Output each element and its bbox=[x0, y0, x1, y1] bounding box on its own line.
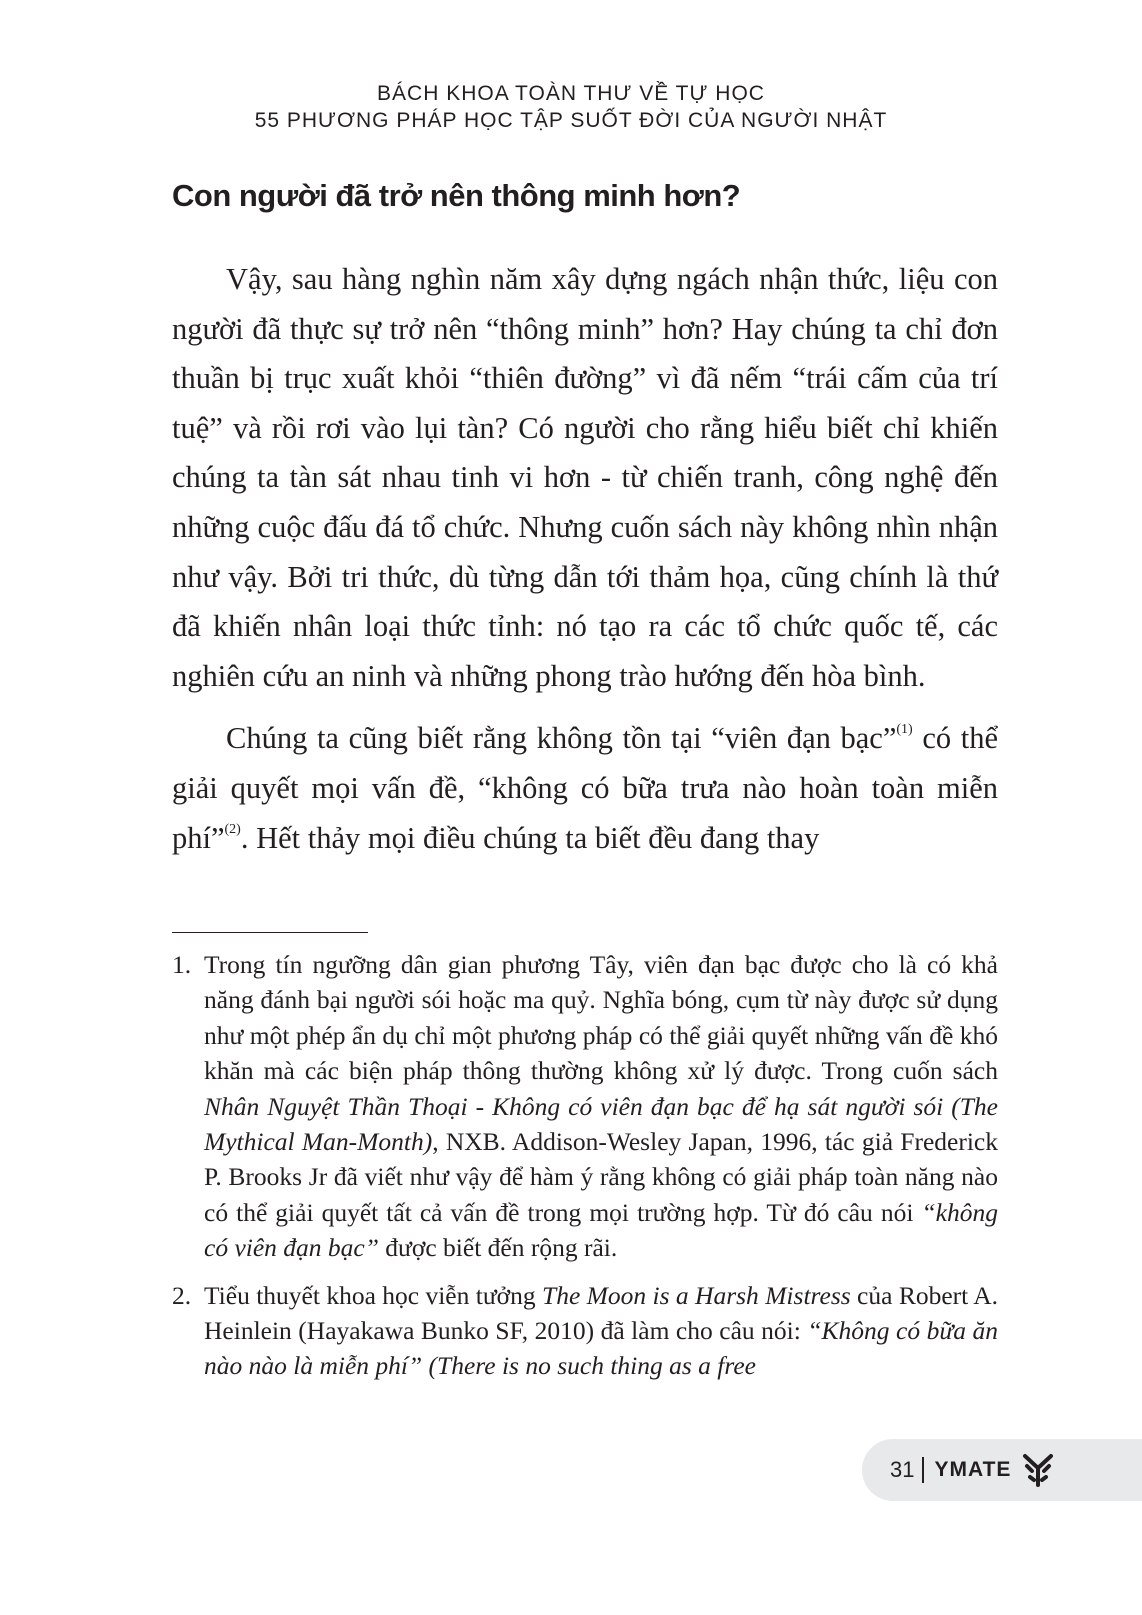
footnote-text bbox=[204, 950, 998, 1262]
footnote-2 bbox=[172, 1278, 998, 1384]
body-text bbox=[172, 255, 998, 863]
header-line-2: 55 PHƯƠNG PHÁP HỌC TẬP SUỐT ĐỜI CỦA NGƯỜI NHẬT bbox=[254, 109, 888, 132]
ymate-logo-icon bbox=[1021, 1452, 1055, 1488]
footnote-ref-2: (2) bbox=[224, 821, 241, 837]
paragraph-1: Vậy, sau hàng nghìn năm xây dựng ngách nhận thức, liệu con người đã thực sự trở nên “thông minh” hơn? Hay chúng ta chỉ đơn thuần bị trục xuất khỏi “thiên đường” vì đã nếm “trái cấm của trí tuệ” và rồi rơi vào lụi tàn? Có người cho rằng hiểu biết chỉ khiến chúng ta tàn sát nhau tinh vi hơn - từ chiến tranh, công nghệ đến những cuộc đấu đá tổ chức. Nhưng cuốn sách này không nhìn nhận như vậy. Bởi tri thức, dù từng dẫn tới thảm họa, cũng chính là thứ đã khiến nhân loại thức tỉnh: nó tạo ra các tổ chức quốc tế, các nghiên cứu an ninh và những phong trào hướng đến hòa bình. bbox=[172, 262, 998, 693]
footnote-1-book-title: Nhân Nguyệt Thần Thoại - Không có viên đạn bạc để hạ sát người sói (The Mythical Man-Month) bbox=[204, 1091, 998, 1157]
footnote-number: 1. bbox=[172, 950, 192, 979]
footnote-2-quote: “Không có bữa ăn nào nào là miễn phí” (There is no such thing as a free bbox=[204, 1316, 999, 1381]
footnote-rule bbox=[172, 932, 368, 933]
paragraph-2-part-b: có thể giải quyết mọi vấn đề, “không có bữa trưa nào hoàn toàn miễn phí” bbox=[172, 721, 998, 855]
paragraph-2-part-c: . Hết thảy mọi điều chúng ta biết đều đang thay bbox=[240, 820, 820, 855]
footnote-number: 2. bbox=[172, 1280, 192, 1310]
page-footer-tab bbox=[862, 1439, 1142, 1501]
page-number: 31 bbox=[890, 1457, 915, 1482]
paragraph-2-part-a: Chúng ta cũng biết rằng không tồn tại “viên đạn bạc” bbox=[226, 721, 897, 756]
footnote-1-text-2: , NXB. Addison-Wesley Japan, 1996, tác giả Frederick P. Brooks Jr đã viết như vậy để hàm ý rằng không có giải pháp toàn năng nào có thể giải quyết tất cả vấn đề trong mọi trường hợp. Từ đó câu nói bbox=[204, 1127, 998, 1227]
brand-name: YMATE bbox=[934, 1458, 1012, 1481]
footnote-1-text-1: Trong tín ngưỡng dân gian phương Tây, viên đạn bạc được cho là có khả năng đánh bại người sói hoặc ma quỷ. Nghĩa bóng, cụm từ này được sử dụng như một phép ẩn dụ chỉ một phương pháp có thể giải quyết những vấn đề khó khăn mà các biện pháp thông thường không xử lý được. Trong cuốn sách bbox=[204, 950, 998, 1086]
section-heading: Con người đã trở nên thông minh hơn? bbox=[172, 178, 741, 213]
footnote-1-quote: “không có viên đạn bạc” bbox=[204, 1197, 998, 1263]
footnote-ref-1: (1) bbox=[896, 722, 913, 738]
paragraph-2 bbox=[172, 714, 998, 863]
footnote-text bbox=[204, 1281, 998, 1381]
footer-divider bbox=[922, 1457, 924, 1483]
footnote-2-book-title: The Moon is a Harsh Mistress bbox=[542, 1280, 851, 1310]
footnote-1-text-3: được biết đến rộng rãi. bbox=[378, 1233, 618, 1263]
footnote-1 bbox=[172, 947, 998, 1266]
footnote-2-text-1: Tiểu thuyết khoa học viễn tưởng bbox=[204, 1280, 543, 1310]
footnote-2-text-2: của Robert A. Heinlein (Hayakawa Bunko SF, 2010) đã làm cho câu nói: bbox=[204, 1280, 998, 1346]
running-header bbox=[0, 80, 1142, 134]
header-line-1: BÁCH KHOA TOÀN THƯ VỀ TỰ HỌC bbox=[377, 82, 765, 105]
footnotes bbox=[172, 947, 998, 1384]
